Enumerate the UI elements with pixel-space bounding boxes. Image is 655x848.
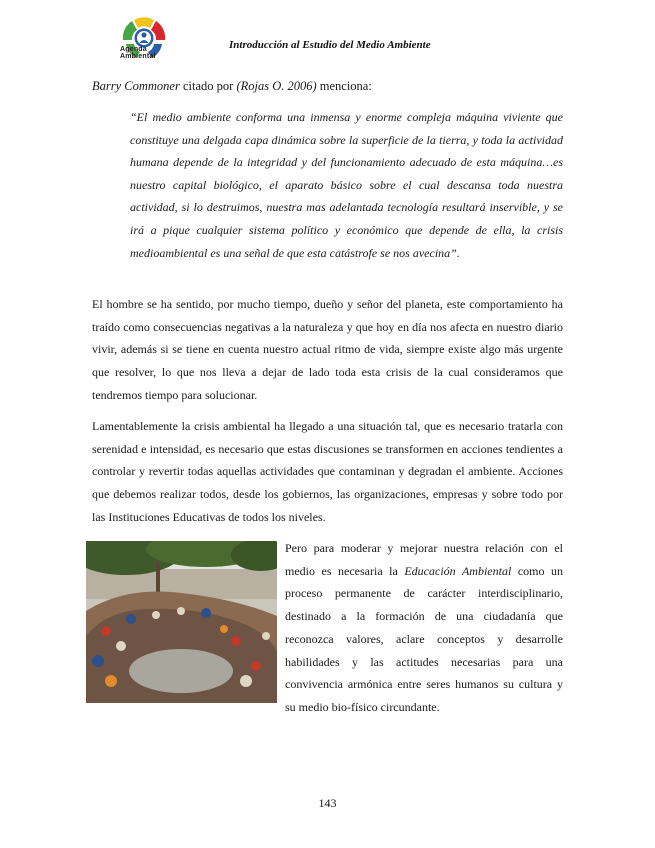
p3-text-after: como un proceso permanente de carácter interdisciplinario, destinado a la formación de una ciudadanía que reconozca valores, aclare conceptos y desarrolle habilidades y las actitudes necesarias para una convivencia armónica entre seres humanos su cultura y su medio bio-físico circundante. <box>285 563 563 714</box>
body-paragraph-1: El hombre se ha sentido, por mucho tiempo, dueño y señor del planeta, este comportamiento ha traído como consecuencias negativas a la naturaleza y que hoy en día nos afecta en nuestro diario vivir, además si se tiene en cuenta nuestro actual ritmo de vida, siempre existe algo más urgente que resolver, lo que nos lleva a dejar de lado toda esta crisis de la cual consideramos que tendremos tiempo para solucionar. <box>92 297 563 402</box>
citation-intro <box>92 77 562 95</box>
p3-text-before: Pero para moderar y mejorar nuestra relación con el medio es necesaria la <box>285 541 563 578</box>
page-number: 143 <box>318 796 337 810</box>
running-header-title: Introducción al Estudio del Medio Ambiente <box>229 39 431 51</box>
logo-text-line2: Ambiental <box>120 53 156 60</box>
block-quote: “El medio ambiente conforma una inmensa y enorme compleja máquina viviente que constituye una delgada capa dinámica sobre la superficie de la tierra, y toda la actividad humana depende de la integridad y del funcionamiento adecuado de esta máquina…es nuestro capital biológico, el aparato básico sobre el cual descansa toda nuestra actividad, si lo destruimos, nuestra mas adelantada tecnología resultará inservible, y se irá a pique cualquier sistema político y económico que depende de ella, la crisis medioambiental es una señal de que esta catástrofe se nos avecina”. <box>130 110 563 260</box>
students-group-photo <box>86 541 277 703</box>
logo-wordmark <box>120 46 156 60</box>
body-paragraph-2: Lamentablemente la crisis ambiental ha llegado a una situación tal, que es necesario tratarla con serenidad e intensidad, es necesario que estas discusiones se transformen en acciones tendientes a controlar y revertir todas aquellas actividades que contaminan y degradan el ambiente. Acciones que debemos realizar todos, desde los gobiernos, las organizaciones, empresas y sobre todo por las Instituciones Educativas de todos los niveles. <box>92 419 563 524</box>
body-paragraph-3 <box>285 537 563 719</box>
logo-text-line1: Agenda <box>120 46 147 53</box>
p3-emphasis: Educación Ambiental <box>404 563 512 578</box>
cited-by-text: citado por <box>179 79 237 93</box>
author-name: Barry Commoner <box>92 79 180 93</box>
citation-reference: (Rojas O. 2006) <box>236 79 317 93</box>
intro-verb: menciona: <box>316 79 372 93</box>
